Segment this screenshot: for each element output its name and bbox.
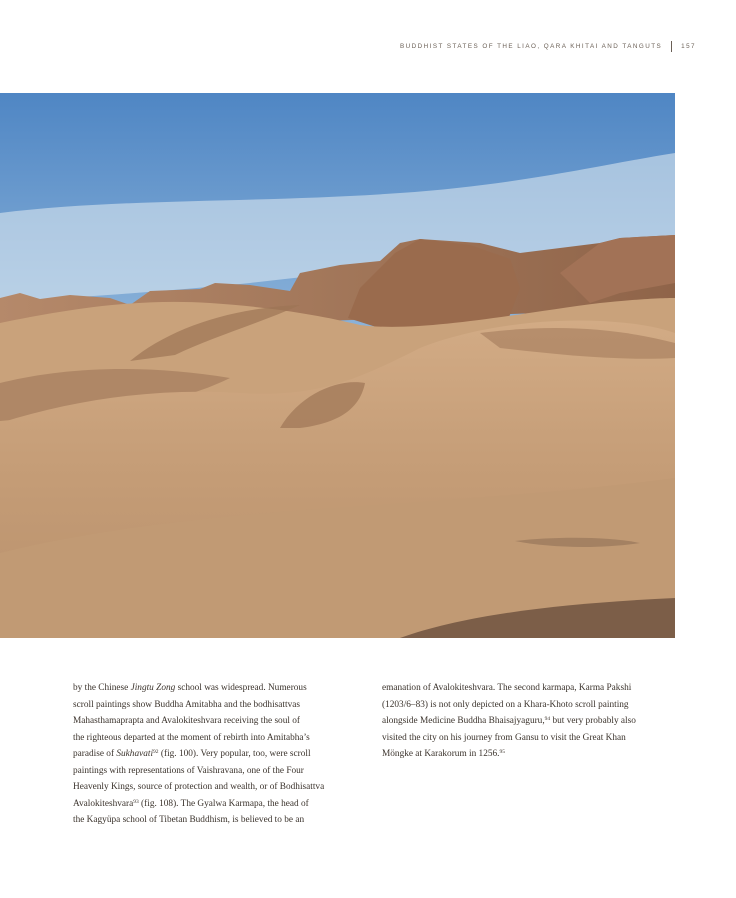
text-run: alongside Medicine Buddha Bhaisajyaguru, — [382, 716, 545, 726]
text-run: by the Chinese — [73, 683, 131, 693]
text-run: Möngke at Karakorum in 1256. — [382, 749, 500, 759]
text-line — [73, 713, 373, 730]
text-line — [73, 763, 373, 780]
running-head — [400, 41, 696, 52]
text-run: visited the city on his journey from Gansu to visit the Great Khan — [382, 732, 626, 743]
text-run: scroll paintings show Buddha Amitabha and the bodhisattvas — [73, 699, 300, 710]
text-run: (fig. 108). The Gyalwa Karmapa, the head of — [138, 798, 309, 809]
text-run: but very probably also — [550, 716, 636, 726]
text-line — [73, 812, 373, 829]
text-line — [73, 680, 373, 697]
italic-term: Sukhavati — [116, 749, 154, 759]
text-run: Mahasthamaprapta and Avalokiteshvara receiving the soul of — [73, 716, 301, 726]
text-line — [382, 713, 682, 730]
text-line — [382, 680, 682, 697]
text-run: paradise of — [73, 749, 117, 759]
text-run: the Kagyüpa school of Tibetan Buddhism, is believed to be an — [73, 815, 305, 825]
header-divider — [671, 41, 672, 52]
text-line — [73, 746, 373, 763]
text-run: Heavenly Kings, source of protection and wealth, or of Bodhisattva — [73, 782, 325, 792]
text-column-right — [382, 680, 682, 763]
footnote-ref: 92 — [153, 749, 159, 755]
desert-photo — [0, 93, 675, 638]
text-run: emanation of Avalokiteshvara. The second karmapa, Karma Pakshi — [382, 683, 632, 693]
text-run: (1203/6–83) is not only depicted on a Khara-Khoto scroll painting — [382, 699, 629, 710]
footnote-ref: 94 — [544, 716, 551, 722]
text-run: the righteous departed at the moment of rebirth into Amitabha’s — [73, 732, 310, 743]
text-line — [73, 697, 373, 714]
italic-term: Jingtu Zong — [130, 683, 176, 693]
text-line — [73, 779, 373, 796]
text-line — [382, 730, 682, 747]
text-run: paintings with representations of Vaishravana, one of the Four — [73, 765, 304, 776]
running-title: BUDDHIST STATES OF THE LIAO, QARA KHITAI AND TANGUTS — [400, 43, 663, 50]
text-column-left — [73, 680, 373, 829]
text-line — [73, 730, 373, 747]
text-line — [73, 796, 373, 813]
text-run: (fig. 100). Very popular, too, were scroll — [158, 749, 311, 759]
footnote-ref: 95 — [499, 749, 505, 755]
footnote-ref: 93 — [133, 798, 139, 805]
text-line — [382, 746, 682, 763]
text-run: Avalokiteshvara — [73, 798, 134, 809]
text-line — [382, 697, 682, 714]
text-run: school was widespread. Numerous — [175, 683, 307, 693]
page-number: 157 — [681, 43, 696, 50]
